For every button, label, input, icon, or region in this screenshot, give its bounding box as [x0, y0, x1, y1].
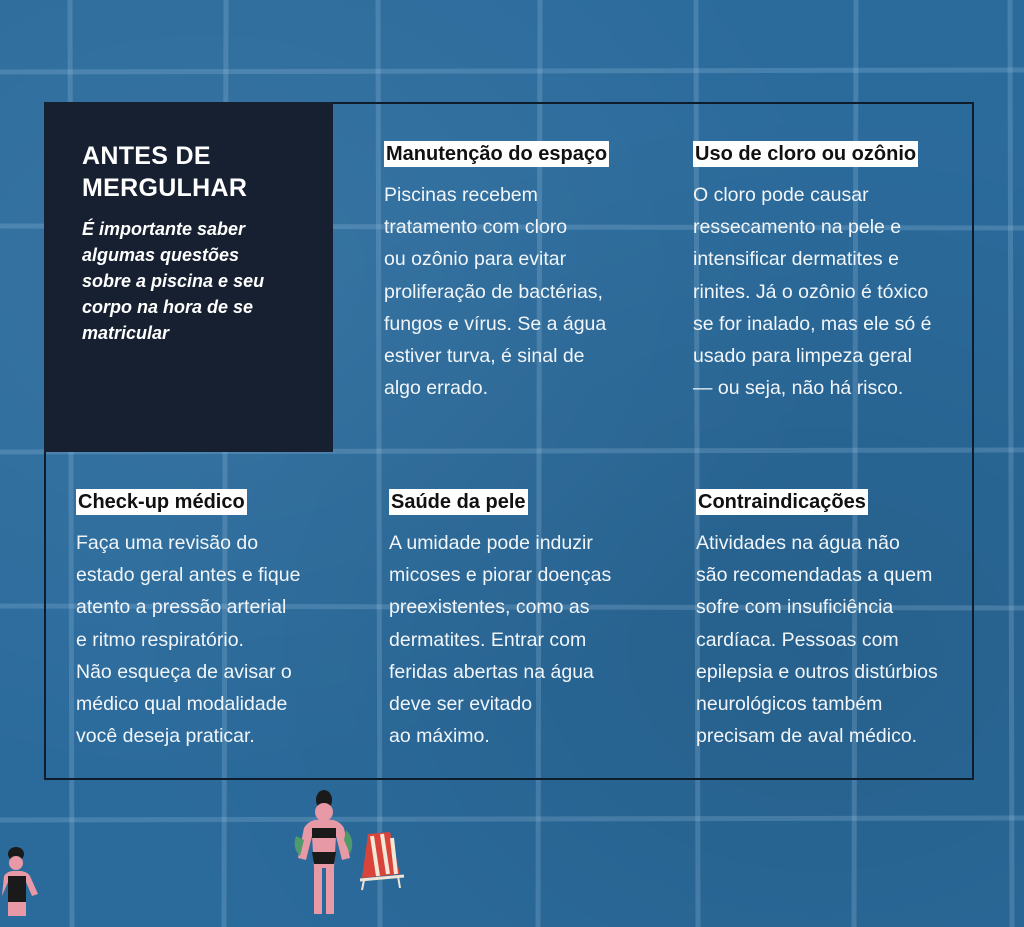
card-body — [693, 179, 931, 404]
card-body — [696, 527, 938, 752]
card-line: tratamento com cloro — [384, 216, 568, 239]
card-cloro-ozonio — [693, 141, 931, 404]
card-line: sofre com insuficiência — [696, 596, 894, 619]
card-line: feridas abertas na água — [389, 660, 594, 683]
card-line: neurológicos também — [696, 693, 883, 716]
card-line: intensificar dermatites e — [693, 248, 899, 271]
card-line: ao máximo. — [389, 725, 490, 748]
card-line: O cloro pode causar — [693, 184, 869, 206]
card-line: Faça uma revisão do — [76, 532, 259, 554]
intro-subtitle: É importante saber algumas questões sobre a piscina e seu corpo na hora de se matricular — [82, 219, 265, 343]
card-line: Atividades na água não — [696, 532, 900, 554]
card-line: atento a pressão arterial — [76, 596, 287, 619]
card-line: algo errado. — [384, 377, 489, 400]
card-line: estado geral antes e fique — [76, 564, 301, 587]
card-title: Saúde da pele — [391, 491, 526, 513]
card-title: Check-up médico — [78, 491, 245, 513]
card-title: Uso de cloro ou ozônio — [695, 143, 917, 165]
card-line: ressecamento na pele e — [693, 216, 902, 239]
card-line: médico qual modalidade — [76, 693, 288, 716]
card-line: A umidade pode induzir — [389, 532, 593, 554]
intro-box — [44, 102, 333, 452]
card-line: e ritmo respiratório. — [76, 628, 244, 651]
card-contraindicacoes — [696, 489, 938, 752]
card-line: deve ser evitado — [389, 693, 533, 716]
swimmer-figure-small-illustration — [0, 846, 44, 927]
card-line: ou ozônio para evitar — [384, 248, 567, 271]
card-body — [76, 527, 300, 752]
card-line: epilepsia e outros distúrbios — [696, 660, 938, 683]
card-line: são recomendadas a quem — [696, 564, 933, 587]
card-line: — ou seja, não há risco. — [693, 377, 904, 400]
card-line: rinites. Já o ozônio é tóxico — [693, 280, 929, 303]
card-line: micoses e piorar doenças — [389, 564, 612, 587]
card-line: preexistentes, como as — [389, 596, 590, 619]
card-line: proliferação de bactérias, — [384, 280, 603, 303]
card-body — [384, 179, 609, 404]
card-saude-pele — [389, 489, 611, 752]
swimmer-figure-illustration — [290, 788, 362, 923]
card-line: dermatites. Entrar com — [389, 628, 587, 651]
card-title: Manutenção do espaço — [386, 143, 608, 165]
card-title: Contraindicações — [698, 491, 866, 513]
beach-chair-illustration — [356, 830, 408, 892]
card-line: você deseja praticar. — [76, 725, 255, 748]
card-manutencao — [384, 141, 609, 404]
card-line: precisam de aval médico. — [696, 725, 918, 748]
intro-title: ANTES DE MERGULHAR — [82, 142, 248, 202]
card-line: cardíaca. Pessoas com — [696, 628, 899, 651]
card-line: estiver turva, é sinal de — [384, 345, 585, 368]
card-line: usado para limpeza geral — [693, 345, 912, 368]
card-line: se for inalado, mas ele só é — [693, 312, 932, 335]
card-line: Piscinas recebem — [384, 184, 538, 206]
card-line: Não esqueça de avisar o — [76, 660, 292, 683]
card-check-up — [76, 489, 300, 752]
card-line: fungos e vírus. Se a água — [384, 312, 607, 335]
card-body — [389, 527, 611, 752]
